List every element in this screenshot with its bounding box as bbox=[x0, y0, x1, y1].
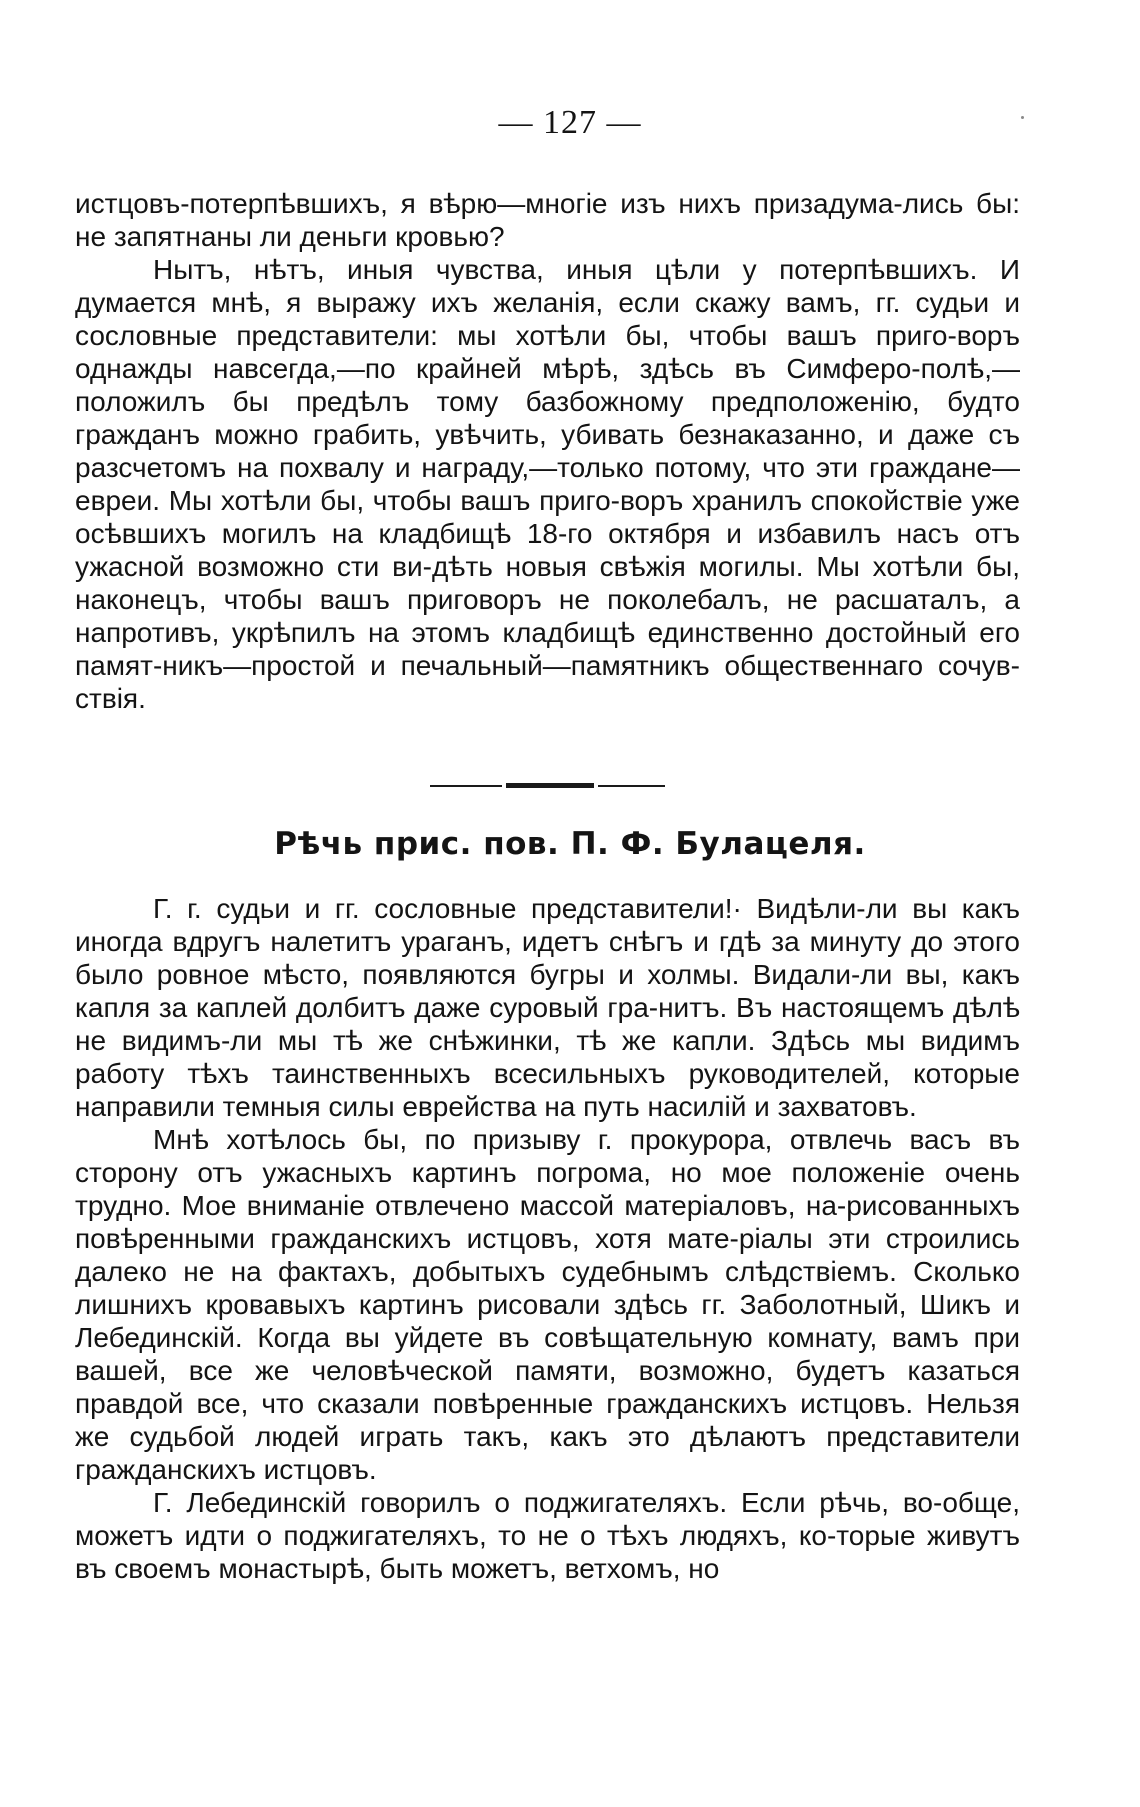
paragraph: истцовъ-потерпѣвшихъ, я вѣрю—многіе изъ нихъ призадума-лись бы: не запятнаны ли деньги кровью? bbox=[75, 188, 1020, 252]
section-1-body bbox=[75, 187, 1020, 715]
section-heading: Рѣчь прис. пов. П. Ф. Булацеля. bbox=[274, 826, 866, 862]
paragraph: Нытъ, нѣтъ, иныя чувства, иныя цѣли у потерпѣвшихъ. И думается мнѣ, я выражу ихъ желанія, если скажу вамъ, гг. судьи и сословные представители: мы хотѣли бы, чтобы вашъ приго-воръ однажды навсегда,—по крайней мѣрѣ, здѣсь въ Симферо-полѣ,—положилъ бы предѣлъ тому базбожному предположенію, будто гражданъ можно грабить, увѣчить, убивать безнаказанно, и даже съ разсчетомъ на похвалу и награду,—только потому, что эти граждане—евреи. Мы хотѣли бы, чтобы вашъ приго-воръ хранилъ спокойствіе уже осѣвшихъ могилъ на кладбищѣ 18-го октября и избавилъ насъ отъ ужасной возможно сти ви-дѣть новыя свѣжія могилы. Мы хотѣли бы, наконецъ, чтобы вашъ приговоръ не поколебалъ, не расшаталъ, а напротивъ, укрѣпилъ на этомъ кладбищѣ единственно достойный его памят-никъ—простой и печальный—памятникъ общественнаго сочув-ствія. bbox=[75, 254, 1020, 714]
divider-thick-center bbox=[506, 783, 594, 788]
divider-thin-left bbox=[430, 785, 502, 787]
paragraph: Мнѣ хотѣлось бы, по призыву г. прокурора, отвлечь васъ въ сторону отъ ужасныхъ картинъ погрома, но мое положеніе очень трудно. Мое вниманіе отвлечено массой матеріаловъ, на-рисованныхъ повѣренными гражданскихъ истцовъ, хотя мате-ріалы эти строились далеко не на фактахъ, добытыхъ судебнымъ слѣдствіемъ. Сколько лишнихъ кровавыхъ картинъ рисовали здѣсь гг. Заболотный, Шикъ и Лебединскій. Когда вы уйдете въ совѣщательную комнату, вамъ при вашей, все же человѣческой памяти, возможно, будетъ казаться правдой все, что сказали повѣренные гражданскихъ истцовъ. Нельзя же судьбой людей играть такъ, какъ это дѣлаютъ представители гражданскихъ истцовъ. bbox=[75, 1124, 1020, 1485]
section-divider bbox=[430, 783, 665, 789]
page-number: — 127 — bbox=[498, 104, 642, 141]
paragraph: Г. г. судьи и гг. сословные представители!· Видѣли-ли вы какъ иногда вдругъ налетитъ ураганъ, идетъ снѣгъ и гдѣ за минуту до этого было ровное мѣсто, появляются бугры и холмы. Видали-ли вы, какъ капля за каплей долбитъ даже суровый гра-нитъ. Въ настоящемъ дѣлѣ не видимъ-ли мы тѣ же снѣжинки, тѣ же капли. Здѣсь мы видимъ работу тѣхъ таинственныхъ всесильныхъ руководителей, которые направили темныя силы еврейства на путь насилій и захватовъ. bbox=[75, 893, 1020, 1122]
paragraph: Г. Лебединскій говорилъ о поджигателяхъ. Если рѣчь, во-обще, можетъ идти о поджигателяхъ, то не о тѣхъ людяхъ, ко-торые живутъ въ своемъ монастырѣ, быть можетъ, ветхомъ, но bbox=[75, 1487, 1020, 1584]
divider-thin-right bbox=[598, 785, 665, 787]
section-2-body bbox=[75, 892, 1020, 1585]
